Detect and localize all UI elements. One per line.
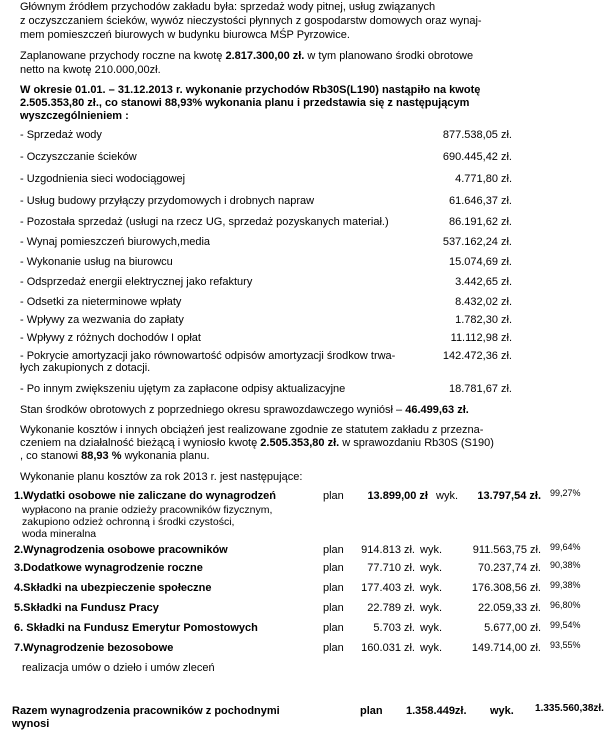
total-wyk-value: 1.335.560,38zł. (535, 703, 604, 714)
total-plan-value: 1.358.449zł. (406, 705, 467, 717)
item1-desc-line: zakupiono odzież ochronną i środki czystości, (22, 516, 235, 528)
cost-plan-value: 5.703 zł. (373, 622, 415, 634)
amortization-line-1: - Pokrycie amortyzacji jako równowartość odpisów amortyzacji środkow trwa- (20, 350, 396, 362)
cost-plan-value: 22.789 zł. (367, 602, 415, 614)
cost-plan-value: 77.710 zł. (367, 562, 415, 574)
total-plan-label: plan (360, 705, 383, 717)
costs-line-3 (20, 450, 210, 462)
cost-plan-label: plan (323, 642, 344, 654)
cost-item-title: 4.Składki na ubezpieczenie społeczne (14, 582, 212, 594)
cost-wyk-value: 13.797,54 zł. (477, 490, 541, 502)
cost-percent: 96,80% (550, 600, 581, 610)
cost-item-title: 5.Składki na Fundusz Pracy (14, 602, 159, 614)
cost-plan-label: plan (323, 582, 344, 594)
costs-line-1: Wykonanie kosztów i innych obciążeń jest realizowane zgodnie ze statutem zakładu z przezna- (20, 424, 484, 436)
cost-item-title: 6. Składki na Fundusz Emerytur Pomostowych (14, 622, 258, 634)
item7-description: realizacja umów o dzieło i umów zleceń (22, 662, 215, 674)
revenue-amount: 690.445,42 zł. (442, 151, 512, 163)
cost-wyk-value: 22.059,33 zł. (478, 602, 541, 614)
revenue-label: - Wpływy za wezwania do zapłaty (20, 314, 184, 326)
cost-plan-value: 177.403 zł. (361, 582, 415, 594)
costs-line-3-prefix: , co stanowi (20, 450, 82, 462)
cost-plan-label: plan (323, 622, 344, 634)
revenue-label: - Sprzedaż wody (20, 129, 102, 141)
plan-suffix: w tym planowano środki obrotowe (304, 50, 474, 62)
plan-line-1 (20, 50, 473, 62)
amortization-line-2: łych zakupionych z dotacji. (20, 362, 151, 374)
other-increase-amount: 18.781,67 zł. (449, 383, 512, 395)
revenue-label: - Usług budowy przyłączy przydomowych i drobnych napraw (20, 195, 315, 207)
cost-percent: 99,54% (550, 620, 581, 630)
cost-wyk-label: wyk. (436, 490, 458, 502)
revenue-label: - Wykonanie usług na biurowcu (20, 256, 173, 268)
item1-description (22, 504, 272, 540)
amortization-amount: 142.472,36 zł. (442, 350, 512, 362)
working-capital-prefix: Stan środków obrotowych z poprzedniego okresu sprawozdawczego wyniósł – (20, 404, 406, 416)
plan-line-2: netto na kwotę 210.000,00zł. (20, 64, 161, 76)
plan-amount: 2.817.300,00 zł. (225, 50, 305, 62)
cost-wyk-value: 149.714,00 zł. (471, 642, 541, 654)
costs-line-2 (20, 437, 494, 449)
revenue-amount: 3.442,65 zł. (455, 276, 512, 288)
cost-plan-label: plan (323, 544, 344, 556)
cost-percent: 99,64% (550, 542, 581, 552)
revenue-amount: 4.771,80 zł. (455, 173, 512, 185)
cost-wyk-value: 911.563,75 zł. (472, 544, 541, 556)
total-line-1: Razem wynagrodzenia pracowników z pochodnymi (12, 705, 280, 717)
cost-plan-value: 914.813 zł. (361, 544, 415, 556)
cost-plan-value: 13.899,00 zł (367, 490, 428, 502)
intro-line-2: z oczyszczaniem ścieków, wywóz nieczystości płynnych z gospodarstw domowych oraz wynaj- (20, 15, 482, 27)
cost-wyk-label: wyk. (420, 582, 442, 594)
total-line-2: wynosi (12, 718, 50, 730)
costs-line-2-prefix: czeniem na działalność bieżącą i wyniosło kwotę (20, 437, 261, 449)
revenue-amount: 15.074,69 zł. (449, 256, 512, 268)
cost-item-title: 2.Wynagrodzenia osobowe pracowników (14, 544, 228, 556)
cost-percent: 93,55% (550, 640, 581, 650)
revenue-label: - Pozostała sprzedaż (usługi na rzecz UG, sprzedaż pozyskanych materiał.) (20, 216, 389, 228)
cost-wyk-value: 5.677,00 zł. (484, 622, 541, 634)
period-line-3: wyszczególnieniem : (20, 110, 129, 122)
revenue-label: - Odsetki za nieterminowe wpłaty (20, 296, 182, 308)
intro-line-3: mem pomieszczeń biurowych w budynku biurowca MŚP Pyrzowice. (20, 29, 350, 41)
cost-item-title: 7.Wynagrodzenie bezosobowe (14, 642, 174, 654)
revenue-amount: 877.538,05 zł. (442, 129, 512, 141)
cost-plan-label: plan (323, 490, 344, 502)
item1-desc-line: wypłacono na pranie odzieży pracowników fizycznym, (22, 504, 273, 516)
revenue-label: - Wpływy z różnych dochodów I opłat (20, 332, 201, 344)
cost-plan-label: plan (323, 602, 344, 614)
revenue-label: - Wynaj pomieszczeń biurowych,media (20, 236, 211, 248)
cost-percent: 99,38% (550, 580, 581, 590)
cost-wyk-label: wyk. (420, 602, 442, 614)
cost-item-title: 3.Dodatkowe wynagrodzenie roczne (14, 562, 203, 574)
cost-percent: 99,27% (550, 488, 581, 498)
plan-prefix: Zaplanowane przychody roczne na kwotę (20, 50, 226, 62)
item1-desc-line: woda mineralna (22, 528, 97, 540)
working-capital (20, 404, 469, 416)
period-line-1: W okresie 01.01. – 31.12.2013 r. wykonanie przychodów Rb30S(L190) nastąpiło na kwotę (20, 84, 481, 96)
costs-line-3-suffix: wykonania planu. (121, 450, 210, 462)
revenue-amount: 537.162,24 zł. (442, 236, 512, 248)
cost-wyk-value: 176.308,56 zł. (471, 582, 541, 594)
revenue-amount: 86.191,62 zł. (449, 216, 512, 228)
revenue-amount: 61.646,37 zł. (449, 195, 512, 207)
intro-line-1: Głównym źródłem przychodów zakładu była: sprzedaż wody pitnej, usług związanych (20, 1, 436, 13)
costs-line-3-pct: 88,93 % (81, 450, 122, 462)
revenue-label: - Odsprzedaż energii elektrycznej jako refaktury (20, 276, 253, 288)
cost-wyk-label: wyk. (420, 642, 442, 654)
cost-wyk-value: 70.237,74 zł. (478, 562, 541, 574)
cost-plan-value: 160.031 zł. (361, 642, 415, 654)
total-wyk-label: wyk. (490, 705, 514, 717)
other-increase-label: - Po innym zwiększeniu ujętym za zapłacone odpisy aktualizacyjne (20, 383, 346, 395)
revenue-amount: 8.432,02 zł. (455, 296, 512, 308)
revenue-amount: 1.782,30 zł. (455, 314, 512, 326)
costs-line-2-amount: 2.505.353,80 zł. (260, 437, 340, 449)
revenue-label: - Uzgodnienia sieci wodociągowej (20, 173, 186, 185)
revenue-amount: 11.112,98 zł. (450, 332, 512, 344)
cost-item-title: 1.Wydatki osobowe nie zaliczane do wynagrodzeń (14, 490, 277, 502)
cost-wyk-label: wyk. (420, 544, 442, 556)
revenue-label: - Oczyszczanie ścieków (20, 151, 137, 163)
cost-percent: 90,38% (550, 560, 581, 570)
period-line-2: 2.505.353,80 zł., co stanowi 88,93% wykonania planu i przedstawia się z następującym (20, 97, 470, 109)
cost-wyk-label: wyk. (420, 562, 442, 574)
cost-plan-label: plan (323, 562, 344, 574)
cost-wyk-label: wyk. (420, 622, 442, 634)
costs-heading: Wykonanie planu kosztów za rok 2013 r. jest następujące: (20, 471, 303, 483)
costs-line-2-suffix: w sprawozdaniu Rb30S (S190) (339, 437, 494, 449)
working-capital-amount: 46.499,63 zł. (405, 404, 469, 416)
